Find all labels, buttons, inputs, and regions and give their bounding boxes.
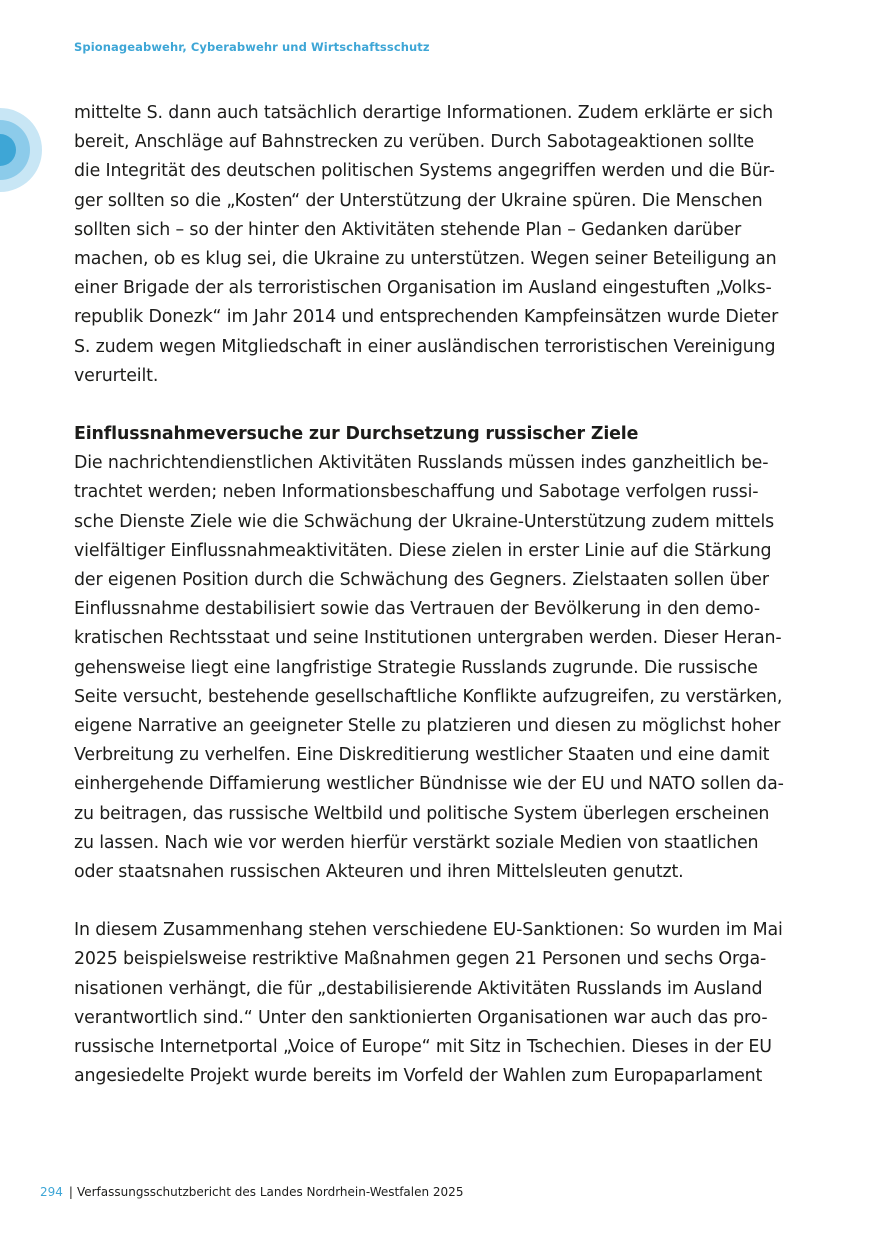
- text-line: trachtet werden; neben Informationsbeschaffung und Sabotage verfolgen russi-: [74, 482, 759, 503]
- text-line: Die nachrichtendienstlichen Aktivitäten Russlands müssen indes ganzheitlich be-: [74, 453, 769, 474]
- text-line: angesiedelte Projekt wurde bereits im Vorfeld der Wahlen zum Europaparlament: [74, 1066, 763, 1087]
- text-line: die Integrität des deutschen politischen Systems angegriffen werden und die Bür-: [74, 161, 775, 182]
- text-line: eigene Narrative an geeigneter Stelle zu platzieren und diesen zu möglichst hoher: [74, 715, 781, 736]
- text-line: S. zudem wegen Mitgliedschaft in einer ausländischen terroristischen Vereinigung: [74, 336, 776, 357]
- text-line: machen, ob es klug sei, die Ukraine zu unterstützen. Wegen seiner Beteiligung an: [74, 248, 777, 269]
- text-line: ger sollten so die „Kosten“ der Unterstützung der Ukraine spüren. Die Menschen: [74, 190, 763, 211]
- paragraph-spacer: [74, 391, 809, 420]
- text-line: verantwortlich sind.“ Unter den sanktionierten Organisationen war auch das pro-: [74, 1007, 768, 1028]
- paragraph-2: [74, 449, 809, 887]
- running-header: Spionageabwehr, Cyberabwehr und Wirtschaftsschutz: [74, 40, 430, 54]
- text-line: russische Internetportal „Voice of Europe“ mit Sitz in Tschechien. Dieses in der EU: [74, 1037, 772, 1057]
- text-line: einhergehende Diffamierung westlicher Bündnisse wie der EU und NATO sollen da-: [74, 774, 784, 795]
- page-number: 294: [40, 1185, 63, 1199]
- paragraph-spacer: [74, 887, 809, 916]
- text-line: republik Donezk“ im Jahr 2014 und entsprechenden Kampfeinsätzen wurde Dieter: [74, 307, 779, 328]
- text-line: bereit, Anschläge auf Bahnstrecken zu verüben. Durch Sabotageaktionen sollte: [74, 132, 755, 153]
- text-line: nisationen verhängt, die für „destabilisierende Aktivitäten Russlands im Ausland: [74, 978, 763, 999]
- publication-title: Verfassungsschutzbericht des Landes Nordrhein-Westfalen 2025: [76, 1185, 464, 1199]
- text-line: 2025 beispielsweise restriktive Maßnahmen gegen 21 Personen und sechs Orga-: [74, 949, 767, 970]
- text-line: zu lassen. Nach wie vor werden hierfür verstärkt soziale Medien von staatlichen: [74, 832, 759, 853]
- text-line: sollten sich – so der hinter den Aktivitäten stehende Plan – Gedanken darüber: [74, 219, 742, 240]
- text-line: mittelte S. dann auch tatsächlich derartige Informationen. Zudem erklärte er sich: [74, 103, 774, 123]
- main-text: [74, 99, 809, 1091]
- page-footer: [40, 1185, 463, 1199]
- text-line: verurteilt.: [74, 365, 159, 386]
- text-line: oder staatsnahen russischen Akteuren und ihren Mittelsleuten genutzt.: [74, 861, 684, 882]
- text-line: Einflussnahme destabilisiert sowie das Vertrauen der Bevölkerung in den demo-: [74, 599, 761, 620]
- text-line: gehensweise liegt eine langfristige Strategie Russlands zugrunde. Die russische: [74, 657, 758, 678]
- footer-separator: |: [68, 1185, 73, 1199]
- text-line: der eigenen Position durch die Schwächung des Gegners. Zielstaaten sollen über: [74, 570, 769, 590]
- section-heading: Einflussnahmeversuche zur Durchsetzung russischer Ziele: [74, 424, 639, 445]
- paragraph-3: [74, 916, 809, 1091]
- text-line: In diesem Zusammenhang stehen verschiedene EU-Sanktionen: So wurden im Mai: [74, 920, 783, 941]
- text-line: Seite versucht, bestehende gesellschaftliche Konflikte aufzugreifen, zu verstärken,: [74, 686, 783, 707]
- text-line: zu beitragen, das russische Weltbild und politische System überlegen erscheinen: [74, 803, 770, 824]
- text-line: kratischen Rechtsstaat und seine Institutionen untergraben werden. Dieser Heran-: [74, 628, 782, 649]
- text-line: sche Dienste Ziele wie die Schwächung der Ukraine-Unterstützung zudem mittels: [74, 511, 775, 532]
- text-line: vielfältiger Einflussnahmeaktivitäten. Diese zielen in erster Linie auf die Stärkung: [74, 540, 772, 561]
- paragraph-1: [74, 99, 809, 391]
- text-line: Verbreitung zu verhelfen. Eine Diskreditierung westlicher Staaten und eine damit: [74, 745, 770, 766]
- margin-circle-marker: [0, 106, 44, 194]
- text-line: einer Brigade der als terroristischen Organisation im Ausland eingestuften „Volks-: [74, 278, 772, 299]
